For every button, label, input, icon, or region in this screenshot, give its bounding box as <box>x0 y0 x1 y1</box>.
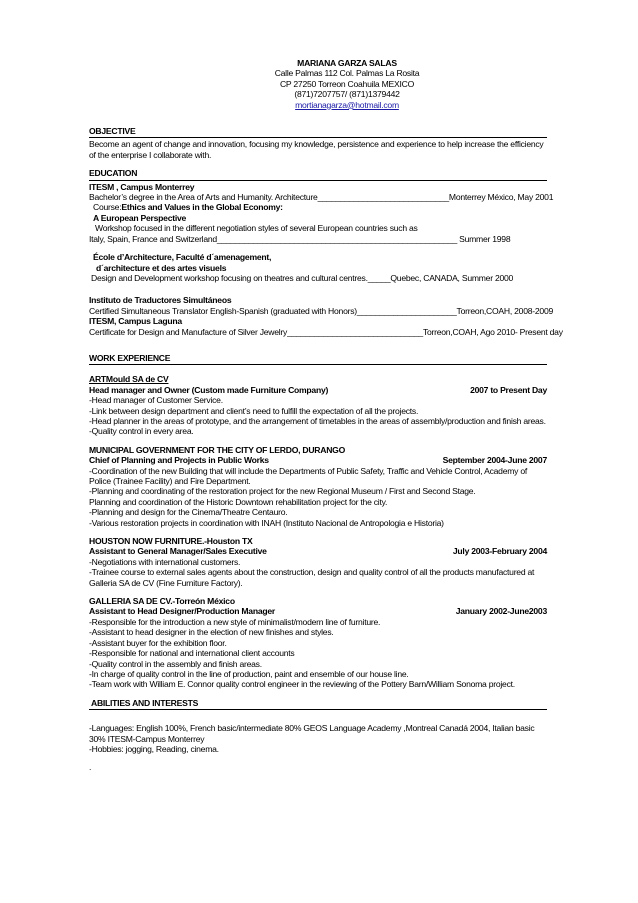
school-itesm-monterrey: ITESM , Campus Monterrey <box>89 181 195 192</box>
job-company: HOUSTON NOW FURNITURE.-Houston TX <box>89 536 253 547</box>
job-bullet: Galleria SA de CV (Fine Furniture Factory). <box>89 577 243 588</box>
job-bullet: -Planning and coordinating of the restoration project for the new Regional Museum / First and Second Stage. <box>89 486 476 497</box>
abilities-heading: ABILITIES AND INTERESTS <box>91 697 199 708</box>
job-role-row <box>89 455 547 465</box>
trailing-dot: . <box>89 762 92 773</box>
objective-heading: OBJECTIVE <box>89 126 136 137</box>
translator-certificate: Certified Simultaneous Translator English-Spanish (graduated with Honors)______________________Torreon,COAH, 2008-2009 <box>89 305 553 316</box>
objective-section <box>89 126 547 160</box>
header <box>89 58 547 110</box>
hobbies-line: -Hobbies: jogging, Reading, cinema. <box>89 743 219 754</box>
job-bullet: -In charge of quality control in the line of production, paint and ensemble of our house line. <box>89 668 409 679</box>
education-heading: EDUCATION <box>89 168 138 179</box>
phone-numbers: (871)7207757/ (871)1379442 <box>294 89 400 100</box>
section-divider <box>89 180 547 181</box>
job-role-row <box>89 606 547 616</box>
email-link[interactable]: mortianagarza@hotmail.com <box>295 99 399 110</box>
job-company: MUNICIPAL GOVERNMENT FOR THE CITY OF LERDO, DURANGO <box>89 444 346 455</box>
job-role-row <box>89 385 547 395</box>
address-line-1: Calle Palmas 112 Col. Palmas La Rosita <box>274 68 420 79</box>
course-prefix: Course: <box>93 202 122 213</box>
job-dates: January 2002-June2003 <box>455 606 547 617</box>
jewelry-certificate: Certificate for Design and Manufacture of Silver Jewelry______________________________Torreon,COAH, Ago 2010- Present day <box>89 326 563 337</box>
job-bullet: -Planning and design for the Cinema/Theatre Centauro. <box>89 507 288 518</box>
course-subtitle: A European Perspective <box>93 212 187 223</box>
job-entry <box>89 374 547 436</box>
resume-page <box>89 58 563 773</box>
job-bullet: -Link between design department and client’s need to fulfill the expectation of all the projects. <box>89 405 419 416</box>
job-bullet: -Quality control in every area. <box>89 426 194 437</box>
job-bullet: Planning and coordination of the Historic Downtown rehabilitation project for the city. <box>89 496 388 507</box>
job-bullet: -Negotiations with international customers. <box>89 556 241 567</box>
course-line <box>89 202 547 212</box>
address-line-2: CP 27250 Torreon Coahuila MEXICO <box>279 78 415 89</box>
job-role: Chief of Planning and Projects in Public Works <box>89 455 269 466</box>
education-section <box>89 168 563 337</box>
school-itesm-laguna: ITESM, Campus Laguna <box>89 316 182 327</box>
languages-line-1: -Languages: English 100%, French basic/intermediate 80% GEOS Language Academy ,Montreal Canadá 2004, Italian basic <box>89 723 535 734</box>
abilities-section <box>89 698 547 773</box>
job-bullet: Police (Trainee Facility) and Fire Department. <box>89 476 251 486</box>
job-entry <box>89 536 547 588</box>
degree-bachelor: Bachelor’s degree in the Area of Arts and Humanity. Architecture_____________________________Monterrey México, May 2001 <box>89 192 554 203</box>
job-bullet: -Assistant buyer for the exhibition floor. <box>89 637 227 648</box>
job-dates: September 2004-June 2007 <box>442 455 547 466</box>
job-dates: July 2003-February 2004 <box>452 546 547 557</box>
school-ecole-1: École d’Architecture, Faculté d´amenagement, <box>93 252 272 263</box>
course-name: Ethics and Values in the Global Economy: <box>121 202 283 213</box>
job-dates: 2007 to Present Day <box>470 384 547 395</box>
job-entry <box>89 445 547 528</box>
workshop-countries: Italy, Spain, France and Switzerland_____________________________________________________ Summer 1998 <box>89 233 511 244</box>
job-role-row <box>89 546 547 556</box>
job-company: ARTMould SA de CV <box>89 374 169 385</box>
work-heading: WORK EXPERIENCE <box>89 352 171 363</box>
workshop-description: Workshop focused in the different negotiation styles of several European countries such as <box>95 223 418 234</box>
objective-text-2: of the enterprise I collaborate with. <box>89 149 212 160</box>
school-ecole-2: d´architecture et des artes visuels <box>96 262 227 273</box>
section-divider <box>89 137 547 138</box>
section-divider <box>89 364 547 365</box>
work-section <box>89 353 547 690</box>
job-bullet: -Coordination of the new Building that will include the Departments of Public Safety, Traffic and Vehicle Control, Academy of <box>89 465 528 476</box>
candidate-name: MARIANA GARZA SALAS <box>297 58 397 68</box>
design-workshop: Design and Development workshop focusing on theatres and cultural centres._____Quebec, CANADA, Summer 2000 <box>91 272 514 283</box>
job-role: Assistant to Head Designer/Production Manager <box>89 606 275 617</box>
job-bullet: -Various restoration projects in coordination with INAH (Instituto Nacional de Antropologia e Historia) <box>89 517 444 528</box>
job-role: Head manager and Owner (Custom made Furniture Company) <box>89 384 329 395</box>
job-bullet: -Quality control in the assembly and finish areas. <box>89 658 262 669</box>
languages-line-2: 30% ITESM-Campus Monterrey <box>89 733 205 744</box>
job-bullet: -Responsible for national and international client accounts <box>89 648 295 659</box>
job-bullet: -Assistant to head designer in the election of new finishes and styles. <box>89 627 334 638</box>
job-bullet: -Team work with William E. Connor quality control engineer in the reviewing of the Pottery Barn/William Sonoma project. <box>89 679 515 690</box>
job-company: GALLERIA SA DE CV.-Torreón México <box>89 596 235 607</box>
objective-text-1: Become an agent of change and innovation, focusing my knowledge, persistence and experience to help increase the efficiency <box>89 139 544 150</box>
job-bullet: -Head planner in the areas of prototype, and the arrangement of timetables in the areas of assembly/production and finish areas. <box>89 415 546 426</box>
job-entry <box>89 596 547 690</box>
job-bullet: -Head manager of Customer Service. <box>89 395 223 406</box>
school-traductores: Instituto de Traductores Simultáneos <box>89 295 232 306</box>
job-role: Assistant to General Manager/Sales Executive <box>89 546 267 557</box>
section-divider <box>89 709 547 710</box>
job-bullet: -Responsible for the introduction a new style of minimalist/modern line of furniture. <box>89 616 381 627</box>
job-bullet: -Trainee course to external sales agents about the construction, design and quality control of all the products manufactured at <box>89 567 535 578</box>
